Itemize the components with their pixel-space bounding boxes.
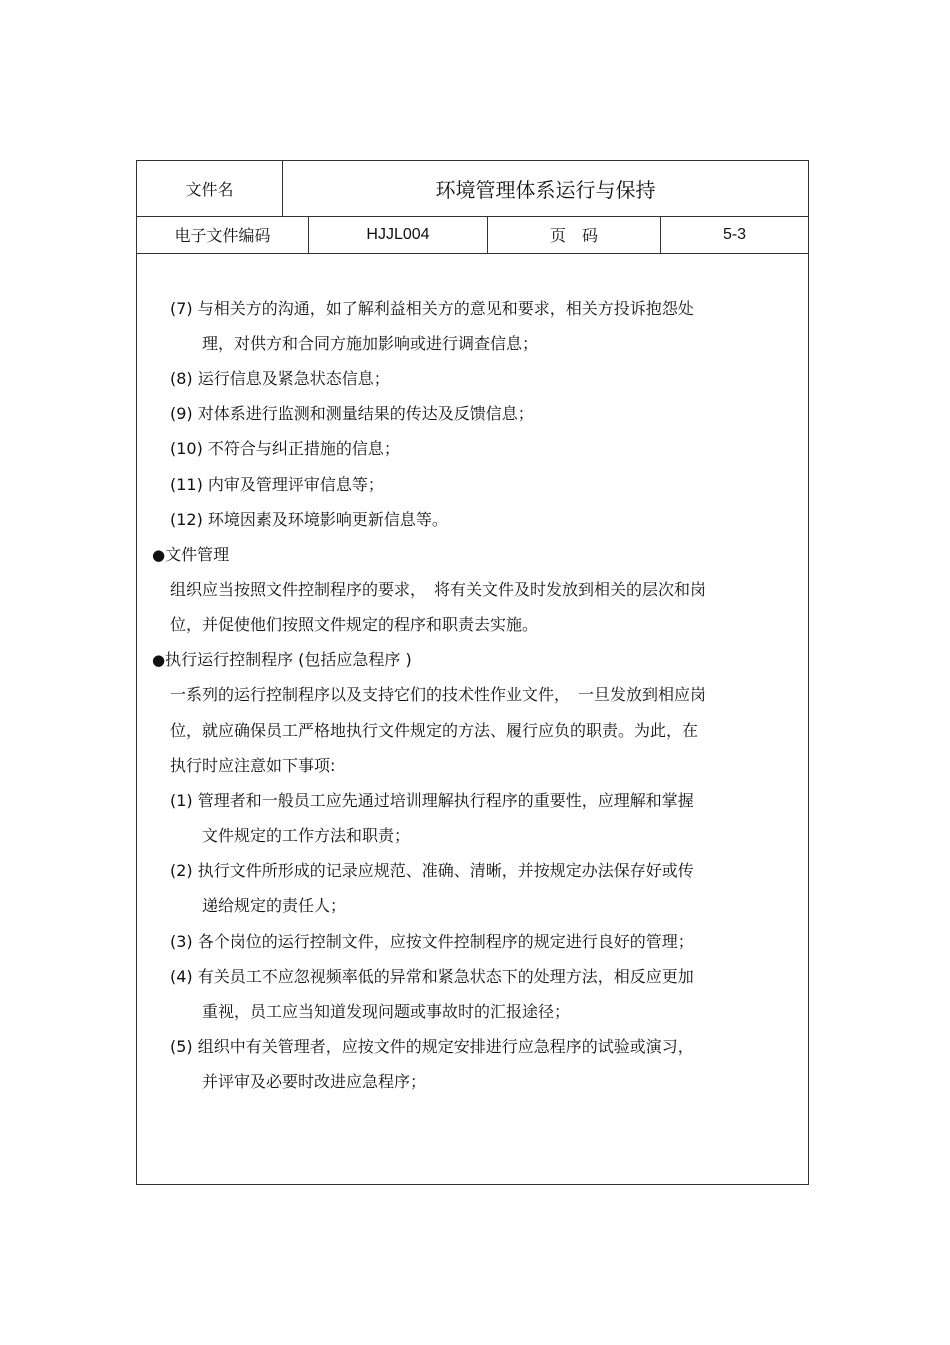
list-item-10: (10) 不符合与纠正措施的信息； [170,439,400,458]
header-row-code [137,216,808,254]
list-item-s5-cont: 并评审及必要时改进应急程序； [202,1072,427,1091]
list-item-s3: (3) 各个岗位的运行控制文件，应按文件控制程序的规定进行良好的管理； [170,932,694,951]
list-item-s5: (5) 组织中有关管理者，应按文件的规定安排进行应急程序的试验或演习， [170,1037,694,1056]
paragraph-line: 位，并促使他们按照文件规定的程序和职责去实施。 [170,615,539,634]
list-item-s4: (4) 有关员工不应忽视频率低的异常和紧急状态下的处理方法，相反应更加 [170,967,694,986]
file-title: 环境管理体系运行与保持 [435,178,656,202]
section-title: 文件管理 [165,545,230,564]
header-row-title [137,161,808,217]
list-item-s2: (2) 执行文件所形成的记录应规范、准确、清晰，并按规定办法保存好或传 [170,861,694,880]
list-item-7-cont: 理，对供方和合同方施加影响或进行调查信息； [202,334,539,353]
list-item-s2-cont: 递给规定的责任人； [202,896,347,915]
list-item-9: (9) 对体系进行监测和测量结果的传达及反馈信息； [170,404,534,423]
list-item-12: (12) 环境因素及环境影响更新信息等。 [170,510,448,529]
paragraph-line: 执行时应注意如下事项: [170,756,336,775]
page-number: 5-3 [722,225,747,243]
paragraph-line: 组织应当按照文件控制程序的要求， 将有关文件及时发放到相关的层次和岗 [170,580,707,599]
paragraph-line: 位，就应确保员工严格地执行文件规定的方法、履行应负的职责。为此，在 [170,721,699,740]
list-item-s1: (1) 管理者和一般员工应先通过培训理解执行程序的重要性，应理解和掌握 [170,791,694,810]
section-heading-file-management [152,545,229,565]
list-item-s4-cont: 重视，员工应当知道发现问题或事故时的汇报途径； [202,1002,571,1021]
section-title: 执行运行控制程序 (包括应急程序 ) [165,650,412,669]
list-item-7: (7) 与相关方的沟通，如了解利益相关方的意见和要求，相关方投诉抱怨处 [170,299,694,318]
code-label: 电子文件编码 [137,216,309,253]
code-value: HJJL004 [309,216,488,253]
section-heading-operation-control [152,650,412,670]
list-item-11: (11) 内审及管理评审信息等； [170,475,384,494]
page-label: 页 码 [488,216,661,253]
file-name-label: 文件名 [137,161,283,216]
bullet-icon: ● [152,651,166,669]
bullet-icon: ● [152,546,166,564]
list-item-8: (8) 运行信息及紧急状态信息； [170,369,390,388]
list-item-s1-cont: 文件规定的工作方法和职责； [202,826,411,845]
document-frame [136,160,809,1185]
paragraph-line: 一系列的运行控制程序以及支持它们的技术性作业文件， 一旦发放到相应岗 [170,685,707,704]
